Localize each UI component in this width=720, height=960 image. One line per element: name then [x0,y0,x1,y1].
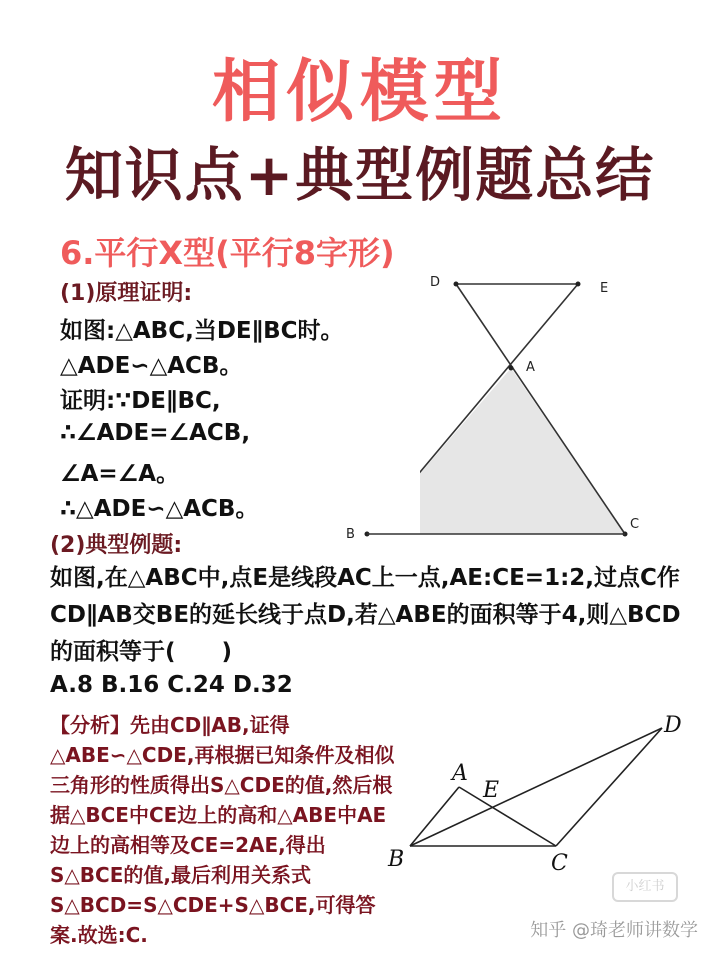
proof-line: 如图:△ABC,当DE∥BC时。 [60,318,344,344]
page-subtitle: 知识点+典型例题总结 [64,141,656,209]
label-d: D [430,275,441,290]
proof-heading: (1)原理证明: [60,281,193,306]
proof-line: ∴△ADE∽△ACB。 [60,496,259,522]
proof-line: ∠A=∠A。 [60,461,180,487]
label-e-2: E [483,778,500,803]
label-b-2: B [388,847,405,872]
label-a: A [526,360,535,375]
label-c: C [630,517,640,532]
stamp-logo: 小红书 [612,872,678,902]
label-a-2: A [452,761,468,786]
label-e: E [600,281,609,296]
example-heading: (2)典型例题: [50,533,183,558]
analysis-text: 【分析】先由CD∥AB,证得△ABE∽△CDE,再根据已知条件及相似三角形的性质得出S△CDE的值,然后根据△BCE中CE边上的高和△ABE中AE边上的高相等及CE=2AE,得出S△BCE的值,最后利用关系式S△BCD=S△CDE+S△BCE,可得答案.故选:C. [50,713,395,947]
label-c-2: C [551,851,568,876]
label-d-2: D [664,713,682,738]
segment-cd [556,728,662,846]
label-b: B [346,527,355,542]
section-title: 6.平行X型(平行8字形) [60,234,395,272]
segment-bd [410,728,662,846]
watermark: 知乎 @琦老师讲数学 [530,920,698,941]
page-title: 相似模型 [211,53,508,132]
segment-ba [410,787,459,846]
proof-line: ∴∠ADE=∠ACB, [60,420,251,446]
answer-options: A.8 B.16 C.24 D.32 [50,672,293,698]
proof-line: △ADE∽△ACB。 [60,353,243,379]
proof-line: 证明:∵DE∥BC, [60,388,221,414]
example-problem: 如图,在△ABC中,点E是线段AC上一点,AE:CE=1:2,过点C作CD∥AB交BE的延长线于点D,若△ABE的面积等于4,则△BCD的面积等于( ) [50,565,681,665]
